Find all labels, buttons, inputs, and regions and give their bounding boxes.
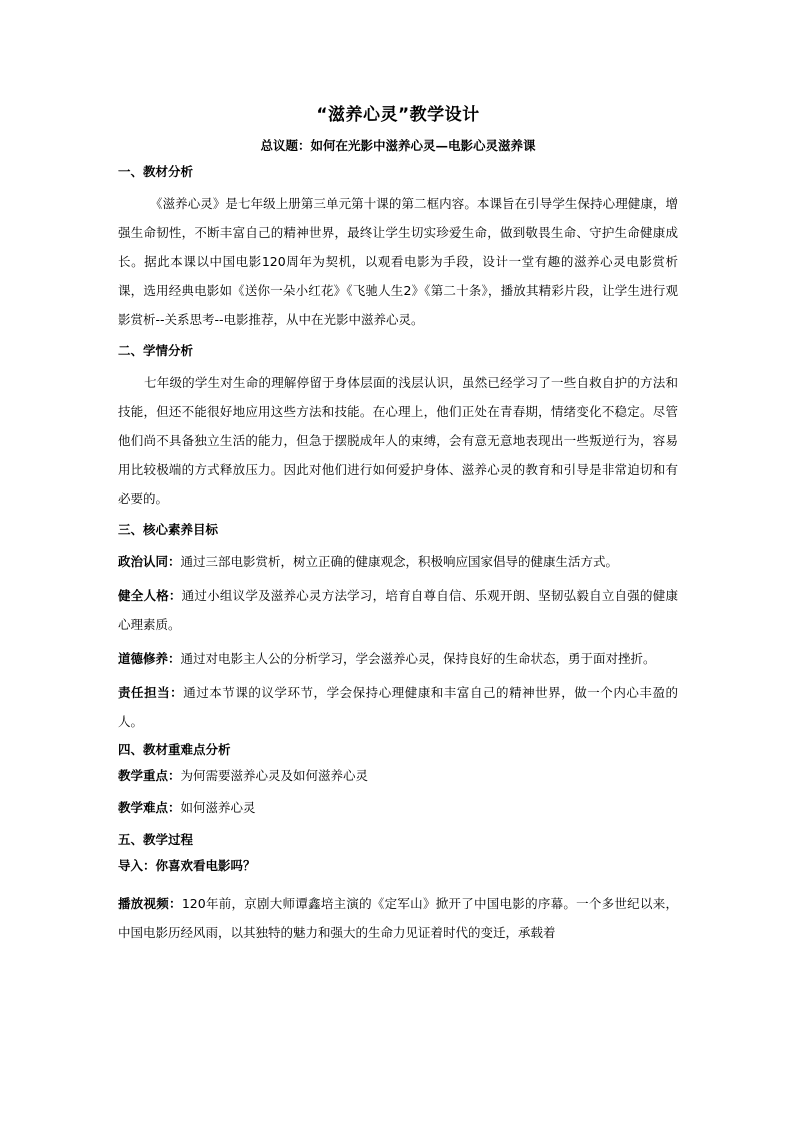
video-text: 120年前，京剧大师谭鑫培主演的《定军山》掀开了中国电影的序幕。一个多世纪以来，中国电影历经风雨，以其独特的魅力和强大的生命力见证着时代的变迁，承载着: [118, 896, 678, 940]
key-point-label: 教学重点：: [118, 768, 181, 783]
goal-text: 通过本节课的议学环节，学会保持心理健康和丰富自己的精神世界，做一个内心丰盈的人。: [118, 685, 678, 729]
section-heading-key-points: 四、教材重难点分析: [118, 742, 231, 757]
goal-text: 通过三部电影赏析，树立正确的健康观念，积极响应国家倡导的健康生活方式。: [180, 554, 619, 569]
section-heading-textbook-analysis: 一、教材分析: [118, 164, 194, 179]
document-title: “滋养心灵”教学设计: [316, 105, 480, 125]
goal-text: 通过小组议学及滋养心灵方法学习，培育自尊自信、乐观开朗、坚韧弘毅自立自强的健康心理素质。: [118, 588, 678, 632]
goal-item-responsibility: [118, 678, 678, 736]
goal-label: 政治认同：: [118, 554, 181, 569]
textbook-analysis-paragraph: 《滋养心灵》是七年级上册第三单元第十课的第二框内容。本课旨在引导学生保持心理健康，增强生命韧性，不断丰富自己的精神世界，最终让学生切实珍爱生命，做到敬畏生命、守护生命健康成长。据此本课以中国电影120周年为契机，以观看电影为手段，设计一堂有趣的滋养心灵电影赏析课，选用经典电影如《送你一朵小红花》《飞驰人生2》《第二十条》，播放其精彩片段，让学生进行观影赏析--关系思考--电影推荐，从中在光影中滋养心灵。: [118, 196, 678, 327]
goal-label: 健全人格：: [118, 588, 182, 603]
difficult-point-text: 如何滋养心灵: [180, 800, 256, 815]
goal-text: 通过对电影主人公的分析学习，学会滋养心灵，保持良好的生命状态，勇于面对挫折。: [180, 651, 656, 666]
document-subtitle: 总议题：如何在光影中滋养心灵—电影心灵滋养课: [260, 138, 536, 153]
section-heading-teaching-process: 五、教学过程: [118, 832, 194, 847]
goal-item-political: [118, 547, 678, 576]
goal-label: 道德修养：: [118, 651, 181, 666]
goal-item-morality: [118, 644, 678, 673]
section-heading-core-goals: 三、核心素养目标: [118, 522, 219, 537]
goal-label: 责任担当：: [118, 685, 184, 700]
goal-item-personality: [118, 581, 678, 639]
section-heading-student-analysis: 二、学情分析: [118, 343, 194, 358]
student-analysis-paragraph: 七年级的学生对生命的理解停留于身体层面的浅层认识，虽然已经学习了一些自救自护的方法和技能，但还不能很好地应用这些方法和技能。在心理上，他们正处在青春期，情绪变化不稳定。尽管他们尚不具备独立生活的能力，但急于摆脱成年人的束缚，会有意无意地表现出一些叛逆行为，容易用比较极端的方式释放压力。因此对他们进行如何爱护身体、滋养心灵的教育和引导是非常迫切和有必要的。: [118, 375, 678, 506]
video-label: 播放视频：: [118, 896, 182, 911]
lesson-intro: 导入：你喜欢看电影吗？: [118, 858, 256, 873]
teaching-difficult-point: [118, 799, 678, 817]
teaching-key-point: [118, 767, 678, 785]
video-paragraph: [118, 889, 678, 947]
key-point-text: 为何需要滋养心灵及如何滋养心灵: [180, 768, 369, 783]
document-body: [118, 103, 678, 952]
difficult-point-label: 教学难点：: [118, 800, 181, 815]
